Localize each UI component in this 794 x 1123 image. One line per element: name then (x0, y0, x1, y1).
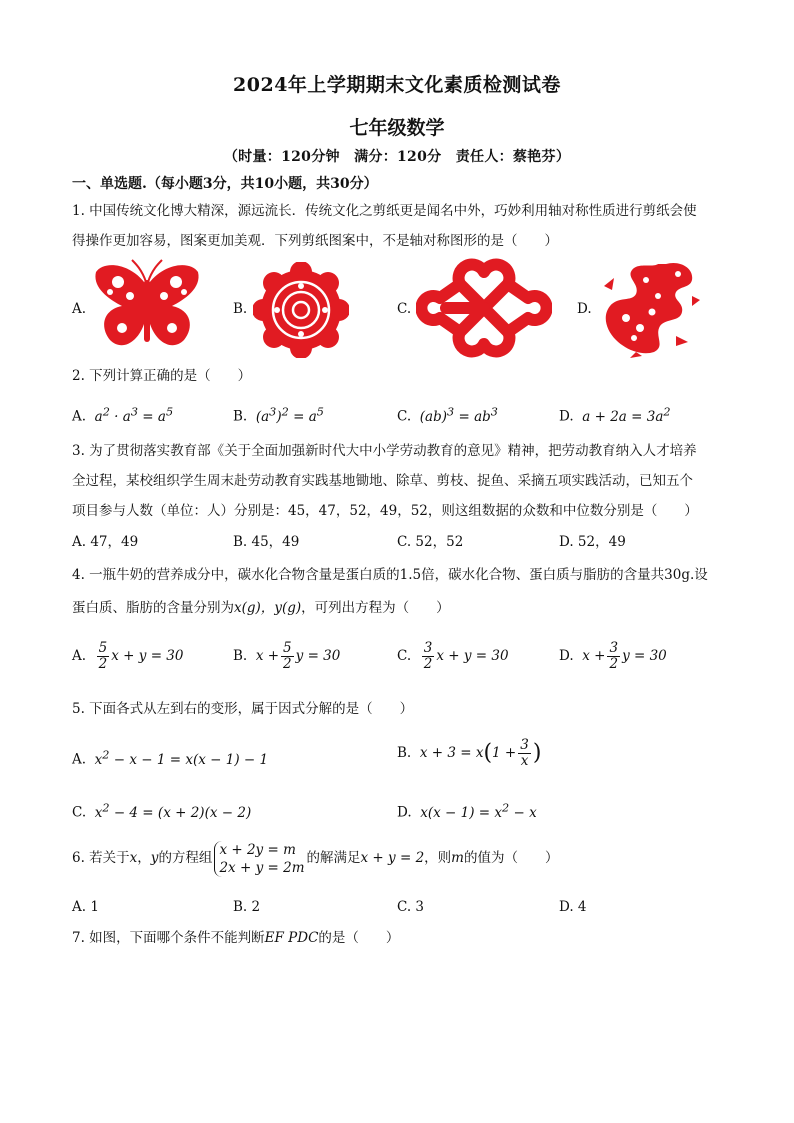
butterfly-papercut-icon (92, 258, 202, 358)
q5-option-b: B. x + 3 = x(1 + $\frac{3}{x}$ ) (397, 737, 542, 769)
q1-label-d: D. (577, 301, 592, 317)
q2-option-b: B. $(a^3)^2 = a^5$ (233, 405, 324, 425)
q3-line3: 项目参与人数（单位：人）分别是：45，47，52，49，52，则这组数据的众数和中位数分别是（ ） (72, 503, 698, 519)
q4-option-a: A. $\frac{5}{2}$ x + y = 30 (72, 640, 184, 672)
q3-option-a: A. 47，49 (72, 534, 139, 550)
q6-stem: 6. 若关于x，y的方程组 x + 2y = m 2x + y = 2m 的解满足x + y = 2，则m的值为（ ） (72, 841, 559, 876)
q1-line2: 得操作更加容易，图案更加美观．下列剪纸图案中，不是轴对称图形的是（ ） (72, 233, 558, 249)
q6-option-b: B. 2 (233, 899, 261, 915)
q3-option-c: C. 52，52 (397, 534, 464, 550)
exam-info: （时量：120分钟 满分：120分 责任人：蔡艳芬） (223, 149, 571, 165)
q3-line2: 全过程，某校组织学生周末赴劳动教育实践基地锄地、除草、剪枝、捉鱼、采摘五项实践活动，已知五个 (72, 473, 693, 489)
q5-option-c: C. $x^2 - 4 = (x + 2)(x - 2)$ (72, 801, 252, 821)
q5-stem: 5. 下面各式从左到右的变形，属于因式分解的是（ ） (72, 701, 414, 717)
q6-option-d: D. 4 (559, 899, 587, 915)
q2-option-c-formula: $(ab)^3 = ab^3$ (419, 405, 498, 425)
q4-variables: x(g)，y(g) (234, 600, 302, 616)
q4-line2: 蛋白质、脂肪的含量分别为x(g)，y(g)，可列出方程为（ ） (72, 600, 450, 616)
q2-option-d: D. $a + 2a = 3a^2$ (559, 405, 671, 425)
q6-option-c: C. 3 (397, 899, 425, 915)
dragon-papercut-icon (596, 256, 700, 358)
q4-option-b: B. x + $\frac{5}{2}$ y = 30 (233, 640, 341, 672)
exam-title: 2024年上学期期末文化素质检测试卷 (233, 74, 561, 96)
q2-option-d-formula: $a + 2a = 3a^2$ (582, 405, 671, 425)
q1-label-b: B. (233, 301, 248, 317)
chinese-knot-papercut-icon (416, 258, 552, 358)
q5-option-a: A. $x^2 - x - 1 = x(x - 1) - 1$ (72, 748, 269, 768)
q3-line1: 3. 为了贯彻落实教育部《关于全面加强新时代大中小学劳动教育的意见》精神，把劳动教育纳入人才培养 (72, 443, 697, 459)
q2-option-a: A. $a^2 \cdot a^3 = a^5$ (72, 405, 174, 425)
section-heading: 一、单选题.（每小题3分，共10小题，共30分） (72, 176, 378, 192)
q5-option-d: D. $x(x - 1) = x^2 - x$ (397, 801, 537, 821)
exam-subtitle: 七年级数学 (349, 117, 445, 139)
q3-option-d: D. 52，49 (559, 534, 626, 550)
q7-stem: 7. 如图，下面哪个条件不能判断EF PDC的是（ ） (72, 930, 400, 946)
q2-option-c: C. $(ab)^3 = ab^3$ (397, 405, 498, 425)
q3-option-b: B. 45，49 (233, 534, 300, 550)
q4-line1: 4. 一瓶牛奶的营养成分中，碳水化合物含量是蛋白质的1.5倍，碳水化合物、蛋白质与脂肪的含量共30g.设 (72, 567, 708, 583)
q6-equation-system: x + 2y = m 2x + y = 2m (214, 841, 304, 877)
q2-option-a-formula: $a^2 \cdot a^3 = a^5$ (94, 405, 174, 425)
q7-lines: EF PDC (264, 930, 319, 946)
q1-line1: 1. 中国传统文化博大精深，源远流长．传统文化之剪纸更是闻名中外，巧妙利用轴对称性质进行剪纸会使 (72, 203, 697, 219)
q6-option-a: A. 1 (72, 899, 99, 915)
q1-label-a: A. (72, 301, 87, 317)
q2-option-b-formula: $(a^3)^2 = a^5$ (255, 405, 324, 425)
q4-option-c: C. $\frac{3}{2}$ x + y = 30 (397, 640, 509, 672)
q4-option-d: D. x + $\frac{3}{2}$ y = 30 (559, 640, 667, 672)
q2-stem: 2. 下列计算正确的是（ ） (72, 368, 252, 384)
q1-label-c: C. (397, 301, 412, 317)
flower-papercut-icon (253, 262, 349, 358)
